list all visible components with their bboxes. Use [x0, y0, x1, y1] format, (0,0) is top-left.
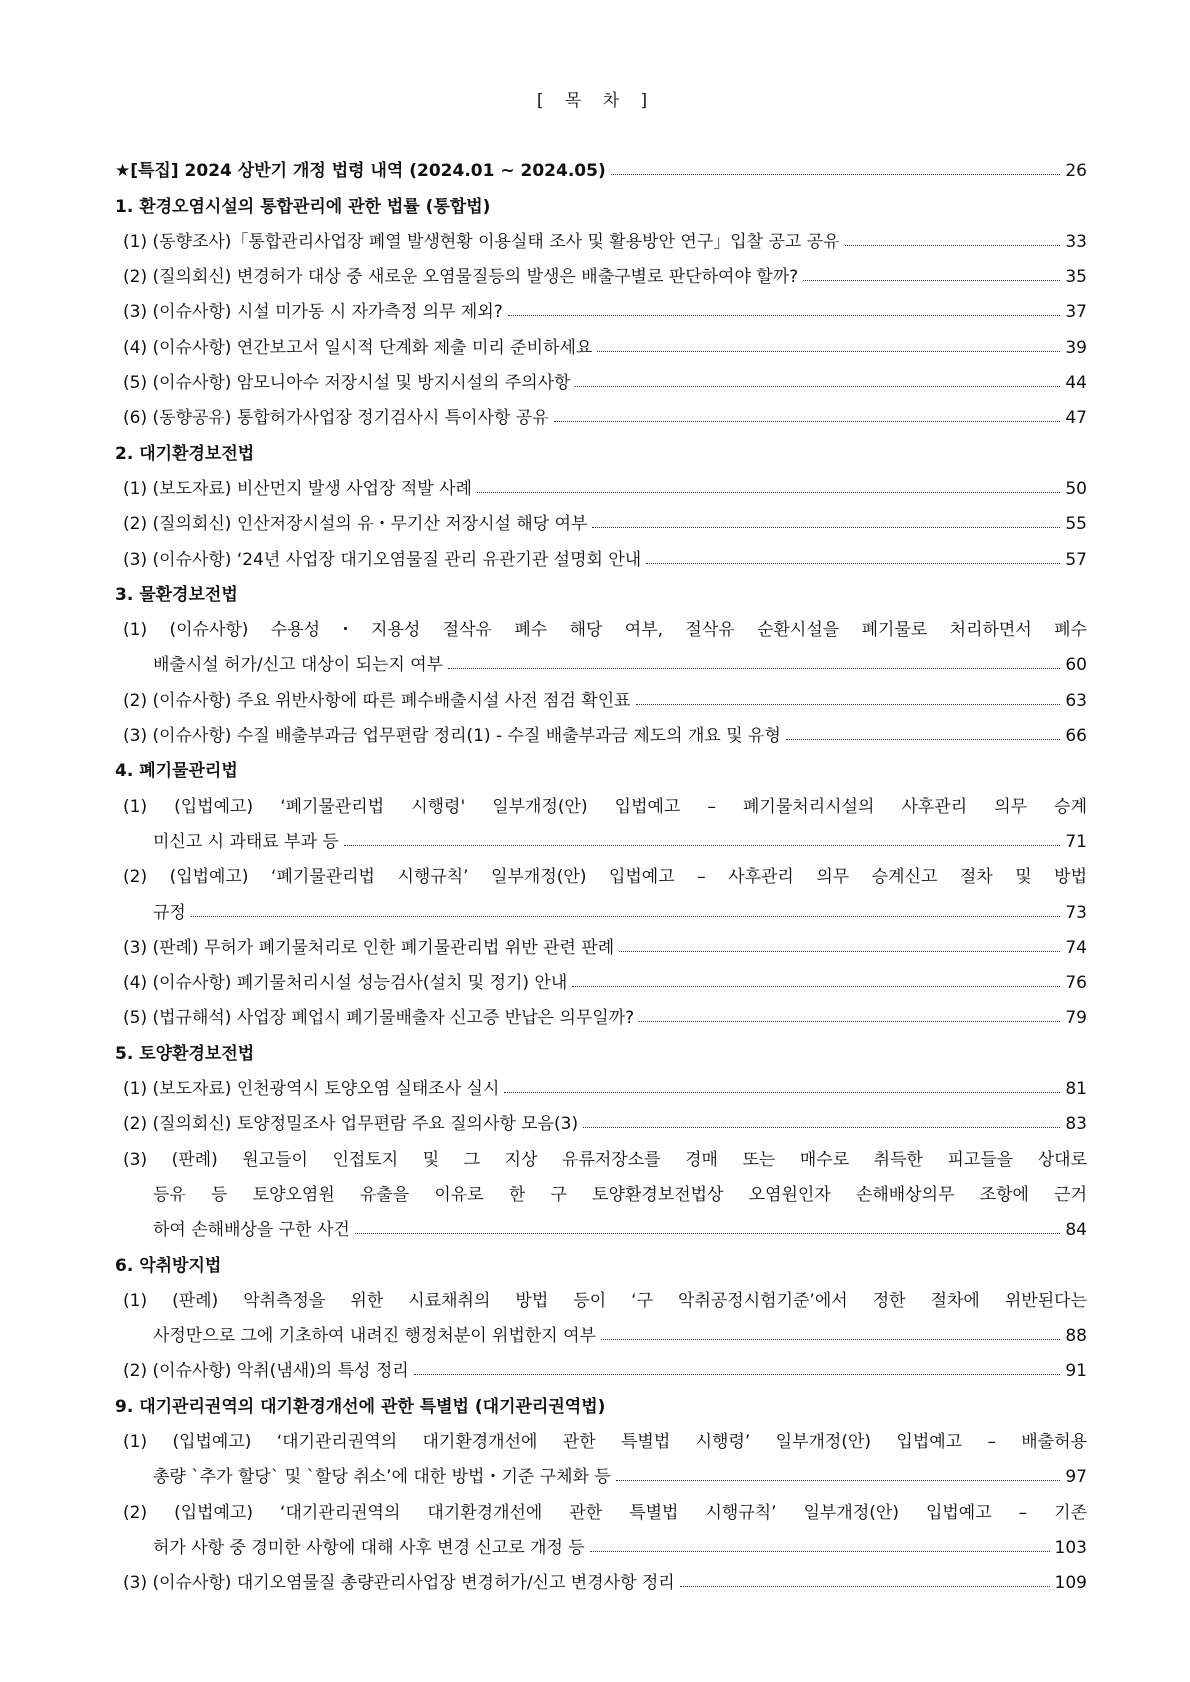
dot-leader — [845, 245, 1061, 246]
toc-entry — [115, 146, 1087, 181]
toc-entry-text: 규정 — [153, 902, 186, 923]
page-number: 44 — [1065, 373, 1087, 394]
toc-entry-text: (3) (이슈사항) 시설 미가동 시 자가측정 의무 제외? — [123, 302, 503, 323]
toc-section-heading — [115, 746, 1087, 781]
toc-entry-text: 미신고 시 과태료 부과 등 — [153, 831, 339, 852]
toc-entry-text: (2) (이슈사항) 주요 위반사항에 따른 폐수배출시설 사전 점검 확인표 — [123, 690, 631, 711]
page-number: 83 — [1065, 1114, 1087, 1135]
toc-section-heading — [115, 1240, 1087, 1275]
page-number: 26 — [1065, 161, 1087, 182]
toc-entry — [115, 1134, 1087, 1169]
toc-entry — [115, 217, 1087, 252]
toc-entry — [115, 1099, 1087, 1134]
dot-leader — [803, 280, 1060, 281]
toc-entry-text: (2) (입법예고) ‘폐기물관리법 시행규칙’ 일부개정(안) 입법예고 – 사후관리 의무 승계신고 절차 및 방법 — [123, 867, 1087, 888]
dot-leader — [786, 739, 1060, 740]
toc-section-heading — [115, 428, 1087, 463]
dot-leader — [477, 492, 1060, 493]
page-number: 35 — [1065, 267, 1087, 288]
page-number: 33 — [1065, 231, 1087, 252]
page-number: 88 — [1065, 1326, 1087, 1347]
toc-entry-text: (5) (이슈사항) 암모니아수 저장시설 및 방지시설의 주의사항 — [123, 373, 571, 394]
toc-entry-text: (1) (동향조사)「통합관리사업장 폐열 발생현황 이용실태 조사 및 활용방안 연구」입찰 공고 공유 — [123, 231, 840, 252]
dot-leader — [646, 563, 1060, 564]
toc-entry — [115, 887, 1087, 922]
toc-section-heading — [115, 181, 1087, 216]
dot-leader — [508, 315, 1061, 316]
toc-entry-text: 3. 물환경보전법 — [115, 584, 238, 605]
toc-entry — [115, 1205, 1087, 1240]
toc-entry — [115, 252, 1087, 287]
page-number: 79 — [1065, 1008, 1087, 1029]
toc-entry-text: (1) (입법예고) ‘대기관리권역의 대기환경개선에 관한 특별법 시행령’ 일부개정(안) 입법예고 – 배출허용 — [123, 1431, 1087, 1452]
dot-leader — [504, 1092, 1060, 1093]
page-number: 63 — [1065, 690, 1087, 711]
toc-section-heading — [115, 570, 1087, 605]
toc-entry — [115, 923, 1087, 958]
toc-entry-text: 등유 등 토양오염원 유출을 이유로 한 구 토양환경보전법상 오염원인자 손해배상의무 조항에 근거 — [153, 1184, 1087, 1205]
dot-leader — [414, 1374, 1061, 1375]
toc-entry-text: (2) (입법예고) ‘대기관리권역의 대기환경개선에 관한 특별법 시행규칙’ 일부개정(안) 입법예고 – 기존 — [123, 1502, 1087, 1523]
toc-entry-text: 배출시설 허가/신고 대상이 되는지 여부 — [153, 655, 444, 676]
toc-entry-text: (2) (질의회신) 인산저장시설의 유・무기산 저장시설 해당 여부 — [123, 514, 588, 535]
dot-leader — [616, 1480, 1061, 1481]
toc-entry-text: 총량 `추가 할당` 및 `할당 취소’에 대한 방법・기준 구체화 등 — [153, 1467, 611, 1488]
dot-leader — [344, 845, 1061, 846]
toc-entry — [115, 1523, 1087, 1558]
toc-entry-text: (3) (판례) 무허가 폐기물처리로 인한 폐기물관리법 위반 관련 판례 — [123, 937, 615, 958]
dot-leader — [592, 527, 1060, 528]
page-number: 97 — [1065, 1467, 1087, 1488]
page-number: 57 — [1065, 549, 1087, 570]
toc-entry-text: (6) (동향공유) 통합허가사업장 정기검사시 특이사항 공유 — [123, 408, 549, 429]
page-number: 74 — [1065, 937, 1087, 958]
dot-leader — [448, 668, 1060, 669]
toc-entry — [115, 287, 1087, 322]
toc-entry-text: (1) (입법예고) ‘폐기물관리법 시행령' 일부개정(안) 입법예고 – 폐기물처리시설의 사후관리 의무 승계 — [123, 796, 1087, 817]
toc-section-heading — [115, 1381, 1087, 1416]
page-number: 71 — [1065, 831, 1087, 852]
dot-leader — [601, 1339, 1060, 1340]
page-number: 91 — [1065, 1361, 1087, 1382]
dot-leader — [554, 421, 1061, 422]
toc-entry — [115, 781, 1087, 816]
dot-leader — [191, 916, 1061, 917]
dot-leader — [680, 1586, 1050, 1587]
toc-entry — [115, 1170, 1087, 1205]
page-number: 39 — [1065, 337, 1087, 358]
toc-entry-text: 사정만으로 그에 기초하여 내려진 행정처분이 위법한지 여부 — [153, 1326, 596, 1347]
dot-leader — [572, 986, 1060, 987]
toc-entry-text: (2) (이슈사항) 악취(냄새)의 특성 정리 — [123, 1361, 409, 1382]
toc-entry — [115, 1311, 1087, 1346]
page-number: 55 — [1065, 514, 1087, 535]
toc-entry-text: 9. 대기관리권역의 대기환경개선에 관한 특별법 (대기관리권역법) — [115, 1396, 606, 1417]
toc-entry — [115, 393, 1087, 428]
toc-entry-text: 5. 토양환경보전법 — [115, 1043, 255, 1064]
toc-entry — [115, 1417, 1087, 1452]
toc-entry-text: (5) (법규해석) 사업장 폐업시 폐기물배출자 신고증 반납은 의무일까? — [123, 1008, 635, 1029]
page-number: 81 — [1065, 1079, 1087, 1100]
toc-entry — [115, 464, 1087, 499]
toc-entry-text: (3) (이슈사항) 대기오염물질 총량관리사업장 변경허가/신고 변경사항 정리 — [123, 1573, 675, 1594]
toc-entry — [115, 958, 1087, 993]
toc-entry-text: (3) (이슈사항) ‘24년 사업장 대기오염물질 관리 유관기관 설명회 안내 — [123, 549, 642, 570]
dot-leader — [597, 351, 1060, 352]
toc-entry — [115, 852, 1087, 887]
toc-entry — [115, 817, 1087, 852]
toc-entry-text: (2) (질의회신) 토양정밀조사 업무편람 주요 질의사항 모음(3) — [123, 1114, 579, 1135]
toc-entry-text: (4) (이슈사항) 연간보고서 일시적 단계화 제출 미리 준비하세요 — [123, 337, 593, 358]
toc-entry-text: 4. 폐기물관리법 — [115, 761, 238, 782]
toc-entry — [115, 1452, 1087, 1487]
page-number: 50 — [1065, 478, 1087, 499]
page-number: 66 — [1065, 726, 1087, 747]
toc-entry-text: 2. 대기환경보전법 — [115, 443, 255, 464]
page-number: 60 — [1065, 655, 1087, 676]
toc-entry-text: (3) (이슈사항) 수질 배출부과금 업무편람 정리(1) - 수질 배출부과금 제도의 개요 및 유형 — [123, 726, 781, 747]
toc-entry — [115, 358, 1087, 393]
dot-leader — [590, 1551, 1050, 1552]
page-number: 109 — [1054, 1573, 1087, 1594]
toc-entry — [115, 640, 1087, 675]
toc-entry — [115, 534, 1087, 569]
dot-leader — [636, 704, 1061, 705]
toc-entry — [115, 993, 1087, 1028]
toc-entry — [115, 1346, 1087, 1381]
toc-entry — [115, 675, 1087, 710]
dot-leader — [583, 1127, 1060, 1128]
toc-entry-text: 하여 손해배상을 구한 사건 — [153, 1220, 350, 1241]
table-of-contents — [115, 146, 1087, 1593]
page-number: 76 — [1065, 973, 1087, 994]
toc-section-heading — [115, 1028, 1087, 1063]
toc-entry-text: ★[특집] 2024 상반기 개정 법령 내역 (2024.01 ~ 2024.05) — [115, 161, 606, 182]
toc-entry-text: 1. 환경오염시설의 통합관리에 관한 법률 (통합법) — [115, 196, 491, 217]
toc-entry-text: (4) (이슈사항) 폐기물처리시설 성능검사(설치 및 정기) 안내 — [123, 973, 568, 994]
toc-entry — [115, 499, 1087, 534]
page-number: 47 — [1065, 408, 1087, 429]
toc-entry-text: (1) (판례) 악취측정을 위한 시료채취의 방법 등이 ‘구 악취공정시험기준’에서 정한 절차에 위반된다는 — [123, 1290, 1087, 1311]
toc-entry-text: 6. 악취방지법 — [115, 1255, 222, 1276]
toc-entry — [115, 322, 1087, 357]
toc-entry — [115, 1487, 1087, 1522]
toc-entry — [115, 1276, 1087, 1311]
toc-entry-text: (3) (판례) 원고들이 인접토지 및 그 지상 유류저장소를 경매 또는 매수로 취득한 피고들을 상대로 — [123, 1149, 1087, 1170]
toc-entry-text: 허가 사항 중 경미한 사항에 대해 사후 변경 신고로 개정 등 — [153, 1537, 585, 1558]
toc-entry-text: (1) (보도자료) 인천광역시 토양오염 실태조사 실시 — [123, 1079, 500, 1100]
page-number: 103 — [1054, 1537, 1087, 1558]
toc-entry-text: (1) (보도자료) 비산먼지 발생 사업장 적발 사례 — [123, 478, 472, 499]
dot-leader — [355, 1233, 1061, 1234]
toc-title: [ 목 차 ] — [536, 91, 654, 111]
dot-leader — [639, 1021, 1060, 1022]
page-number: 37 — [1065, 302, 1087, 323]
dot-leader — [611, 174, 1061, 175]
toc-entry — [115, 1064, 1087, 1099]
toc-entry-text: (2) (질의회신) 변경허가 대상 중 새로운 오염물질등의 발생은 배출구별로 판단하여야 할까? — [123, 267, 799, 288]
toc-entry — [115, 605, 1087, 640]
toc-entry-text: (1) (이슈사항) 수용성・지용성 절삭유 폐수 해당 여부, 절삭유 순환시설을 폐기물로 처리하면서 폐수 — [123, 620, 1087, 641]
dot-leader — [575, 386, 1060, 387]
toc-entry — [115, 711, 1087, 746]
page-number: 84 — [1065, 1220, 1087, 1241]
toc-entry — [115, 1558, 1087, 1593]
page-number: 73 — [1065, 902, 1087, 923]
dot-leader — [619, 951, 1060, 952]
